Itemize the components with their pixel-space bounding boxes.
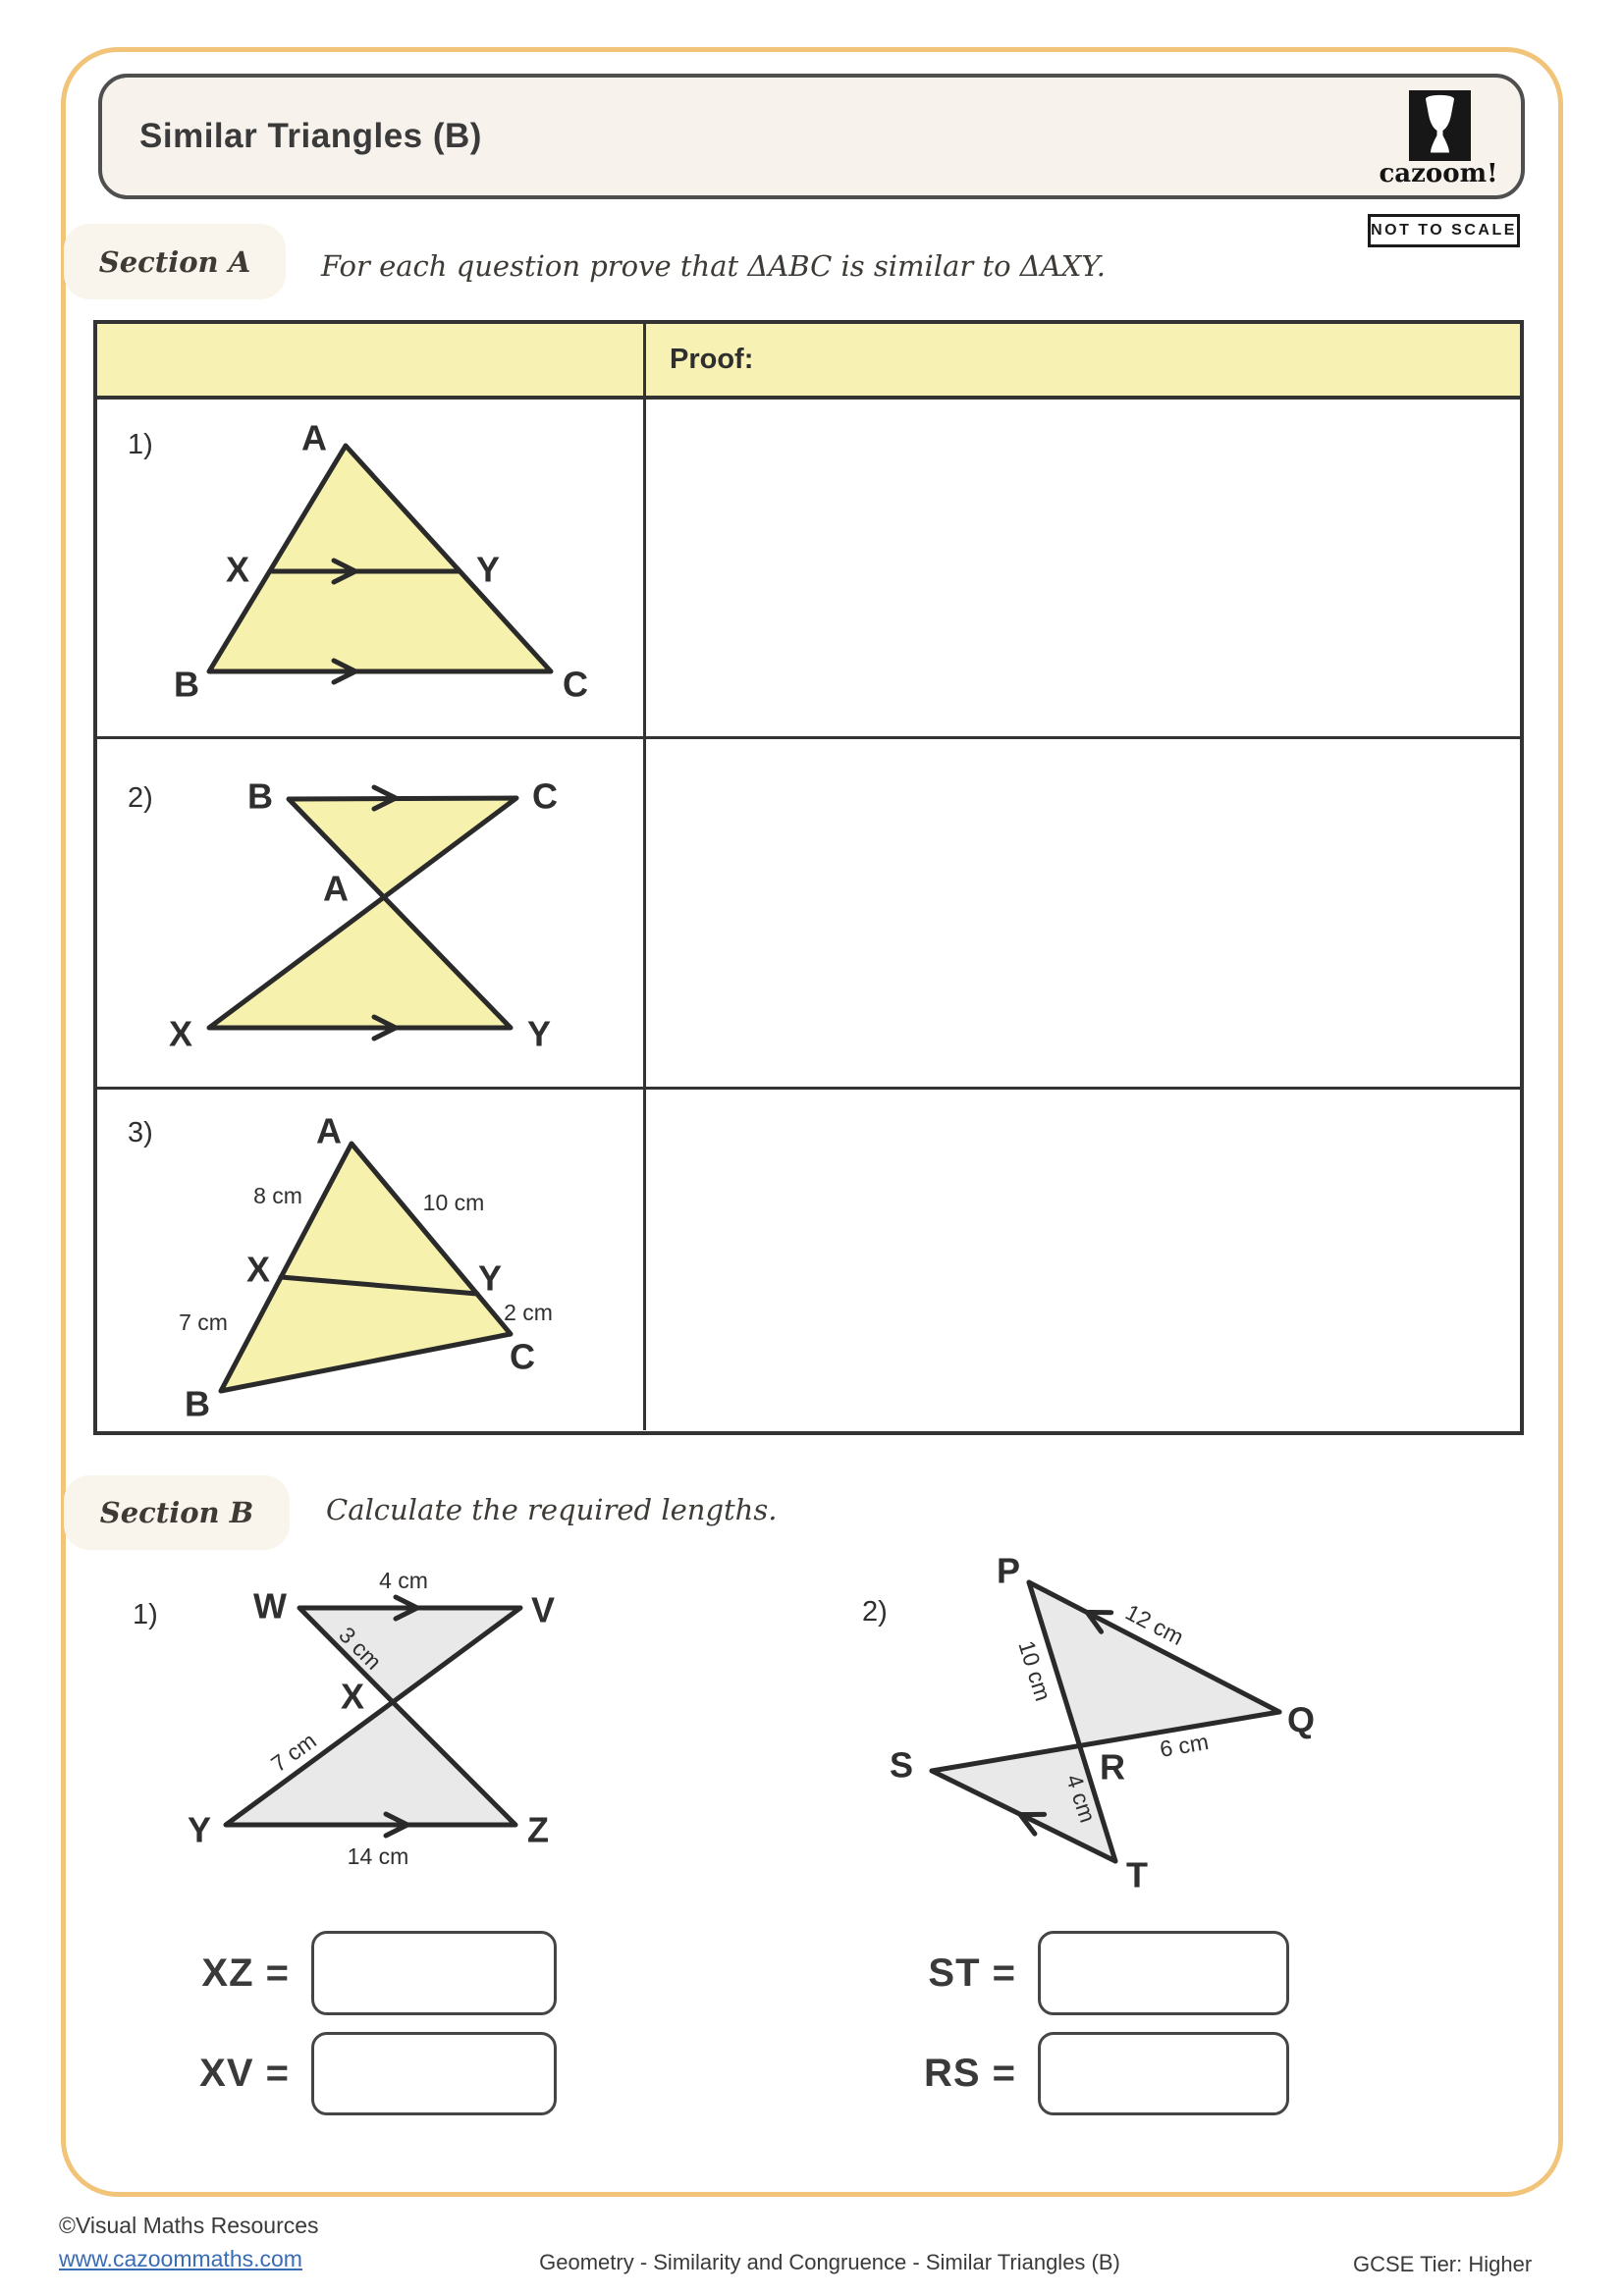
question-number: 2) bbox=[128, 782, 153, 814]
footer-website-link[interactable]: www.cazoommaths.com bbox=[59, 2246, 302, 2271]
question-number: 2) bbox=[862, 1596, 888, 1628]
vertex-label-c: C bbox=[563, 664, 588, 705]
vertex-label-x: X bbox=[225, 549, 250, 590]
answer-row-st bbox=[869, 1931, 1289, 2015]
vertex-label-p: P bbox=[996, 1551, 1021, 1591]
vertex-label-q: Q bbox=[1286, 1699, 1316, 1740]
measurement-ax: 8 cm bbox=[253, 1183, 302, 1208]
vertex-label-z: Z bbox=[527, 1809, 549, 1850]
measurement-yc: 2 cm bbox=[504, 1300, 553, 1325]
question-3-proof-cell[interactable] bbox=[646, 1090, 1520, 1430]
vertex-label-a: A bbox=[316, 1110, 342, 1151]
question-number: 1) bbox=[133, 1599, 158, 1630]
question-1-proof-cell[interactable] bbox=[646, 400, 1520, 736]
vertex-label-x: X bbox=[245, 1249, 271, 1290]
section-b-label: Section B bbox=[64, 1475, 290, 1550]
answer-label-xv: XV = bbox=[199, 2052, 290, 2095]
vertex-label-y: Y bbox=[526, 1013, 552, 1054]
answer-row-rs bbox=[869, 2032, 1289, 2115]
section-b-question-1-diagram bbox=[113, 1566, 584, 1870]
vertex-label-a: A bbox=[301, 417, 327, 458]
question-2-diagram bbox=[93, 735, 645, 1086]
question-3-diagram bbox=[93, 1086, 645, 1435]
answer-box-rs[interactable] bbox=[1038, 2032, 1289, 2115]
proof-header-label: Proof: bbox=[670, 344, 754, 375]
vertex-label-w: W bbox=[253, 1585, 287, 1627]
footer-copyright: ©Visual Maths Resources bbox=[59, 2213, 319, 2238]
vertex-label-t: T bbox=[1126, 1854, 1148, 1896]
vertex-label-a: A bbox=[323, 868, 349, 909]
not-to-scale-badge: NOT TO SCALE bbox=[1368, 214, 1520, 247]
answer-label-xz: XZ = bbox=[201, 1950, 290, 1995]
vertex-label-s: S bbox=[889, 1744, 914, 1786]
measurement-xb: 7 cm bbox=[179, 1309, 228, 1335]
page-title: Similar Triangles (B) bbox=[139, 117, 482, 155]
section-a-label: Section A bbox=[64, 224, 286, 299]
question-1-diagram bbox=[93, 396, 645, 735]
question-number: 3) bbox=[128, 1117, 153, 1148]
vertex-label-y: Y bbox=[477, 1257, 503, 1299]
section-a-instruction: For each question prove that ΔABC is similar to ΔAXY. bbox=[321, 249, 1106, 283]
section-b-question-2-diagram bbox=[844, 1551, 1335, 1904]
triangle-wvx bbox=[299, 1608, 520, 1702]
answer-row-xz bbox=[142, 1931, 557, 2015]
footer-tier: GCSE Tier: Higher bbox=[1353, 2252, 1533, 2276]
measurement-wx: 3 cm bbox=[334, 1622, 387, 1675]
cazoom-logo-text: cazoom! bbox=[1379, 159, 1498, 188]
question-2-proof-cell[interactable] bbox=[646, 739, 1520, 1087]
cazoom-logo bbox=[1409, 90, 1471, 161]
question-number: 1) bbox=[128, 429, 153, 460]
measurement-ay: 10 cm bbox=[422, 1190, 485, 1215]
measurement-pq: 12 cm bbox=[1121, 1599, 1188, 1650]
triangle-pqr bbox=[1029, 1582, 1279, 1745]
triangle-axy bbox=[209, 897, 511, 1028]
answer-row-xv bbox=[142, 2032, 557, 2115]
measurement-wv: 4 cm bbox=[379, 1568, 428, 1593]
measurement-rq: 6 cm bbox=[1158, 1729, 1211, 1762]
answer-box-xz[interactable] bbox=[311, 1931, 557, 2015]
vertex-label-y: Y bbox=[187, 1809, 212, 1850]
diagram-column-header bbox=[97, 324, 646, 396]
proof-column-header bbox=[646, 324, 1520, 396]
vertex-label-b: B bbox=[185, 1383, 210, 1424]
footer-topic: Geometry - Similarity and Congruence - Similar Triangles (B) bbox=[539, 2250, 1120, 2274]
answer-label-st: ST = bbox=[928, 1950, 1016, 1995]
vertex-label-c: C bbox=[532, 775, 558, 817]
answer-box-xv[interactable] bbox=[311, 2032, 557, 2115]
vertex-label-r: R bbox=[1100, 1746, 1125, 1788]
title-box bbox=[98, 74, 1525, 199]
measurement-yx: 7 cm bbox=[266, 1727, 321, 1778]
vertex-label-b: B bbox=[247, 775, 273, 817]
measurement-yz: 14 cm bbox=[347, 1843, 409, 1869]
vertex-label-b: B bbox=[174, 664, 199, 705]
vertex-label-v: V bbox=[530, 1589, 556, 1630]
measurement-rt: 4 cm bbox=[1060, 1771, 1102, 1826]
answer-label-rs: RS = bbox=[923, 2052, 1016, 2095]
vertex-label-y: Y bbox=[475, 549, 501, 590]
proof-table-header-row bbox=[97, 324, 1520, 400]
answer-box-st[interactable] bbox=[1038, 1931, 1289, 2015]
vertex-label-x: X bbox=[340, 1676, 365, 1717]
vertex-label-x: X bbox=[168, 1013, 193, 1054]
section-b-instruction: Calculate the required lengths. bbox=[326, 1493, 778, 1526]
vertex-label-c: C bbox=[510, 1336, 535, 1377]
triangle-yxz bbox=[226, 1702, 515, 1825]
measurement-pr: 10 cm bbox=[1013, 1637, 1056, 1704]
